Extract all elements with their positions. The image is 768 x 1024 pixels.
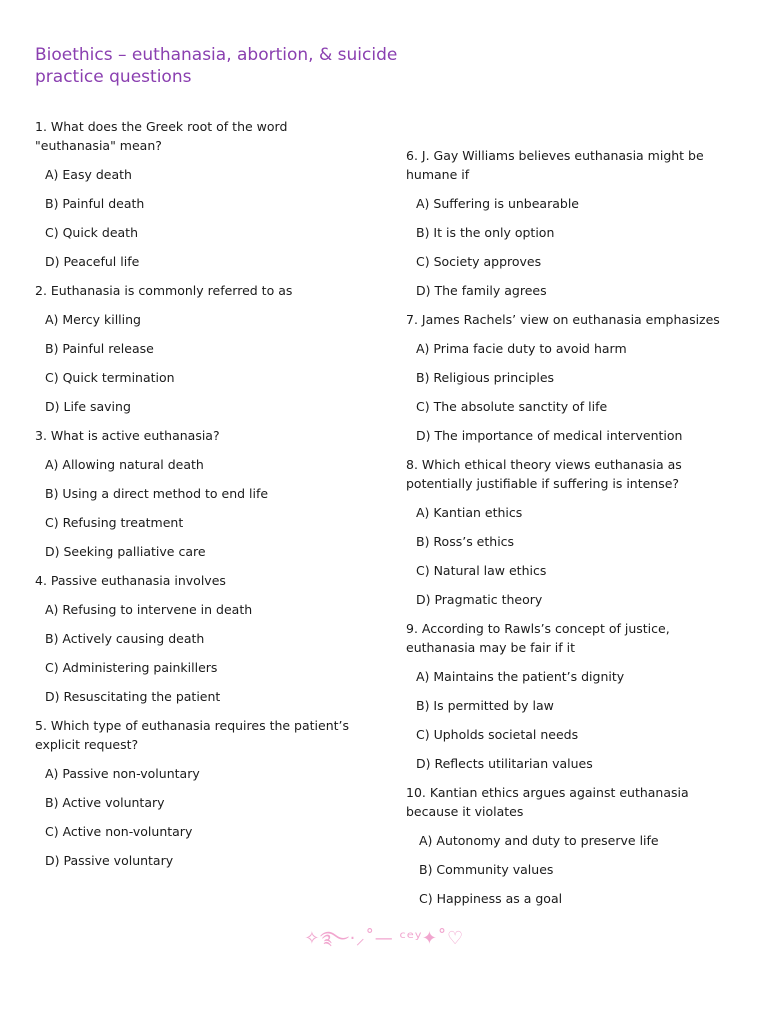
answer-option: C) Refusing treatment: [45, 515, 184, 530]
answer-option: C) Quick termination: [45, 370, 175, 385]
footer-decoration: ✧࿐·⸝˚— ᶜᵉʸ✦˚♡: [304, 928, 464, 949]
answer-option: A) Kantian ethics: [416, 505, 523, 520]
question-text: 7. James Rachels’ view on euthanasia emphasizes: [406, 312, 720, 327]
answer-option: C) The absolute sanctity of life: [416, 399, 608, 414]
question-text: 10. Kantian ethics argues against euthanasia because it violates: [406, 785, 689, 819]
question-text: 3. What is active euthanasia?: [35, 428, 220, 443]
answer-option: C) Quick death: [45, 225, 139, 240]
answer-option: D) Peaceful life: [45, 254, 140, 269]
answer-option: B) Using a direct method to end life: [45, 486, 269, 501]
answer-option: D) Seeking palliative care: [45, 544, 206, 559]
answer-option: B) Religious principles: [416, 370, 555, 385]
answer-option: A) Allowing natural death: [45, 457, 204, 472]
answer-option: D) The family agrees: [416, 283, 547, 298]
answer-option: C) Natural law ethics: [416, 563, 547, 578]
answer-option: B) Painful release: [45, 341, 154, 356]
answer-option: B) It is the only option: [416, 225, 555, 240]
question-text: 2. Euthanasia is commonly referred to as: [35, 283, 293, 298]
answer-option: A) Suffering is unbearable: [416, 196, 579, 211]
question-text: 9. According to Rawls’s concept of justice, euthanasia may be fair if it: [406, 621, 670, 655]
answer-option: D) Resuscitating the patient: [45, 689, 221, 704]
question-text: 5. Which type of euthanasia requires the patient’s explicit request?: [35, 718, 350, 752]
answer-option: B) Actively causing death: [45, 631, 205, 646]
answer-option: B) Painful death: [45, 196, 145, 211]
answer-option: B) Community values: [419, 862, 554, 877]
answer-option: A) Maintains the patient’s dignity: [416, 669, 625, 684]
answer-option: C) Society approves: [416, 254, 542, 269]
answer-option: D) Passive voluntary: [45, 853, 174, 868]
right-column: [406, 146, 736, 918]
answer-option: A) Passive non-voluntary: [45, 766, 200, 781]
question-text: 6. J. Gay Williams believes euthanasia might be humane if: [406, 148, 704, 182]
answer-option: C) Active non-voluntary: [45, 824, 193, 839]
answer-option: D) Pragmatic theory: [416, 592, 543, 607]
answer-option: C) Upholds societal needs: [416, 727, 579, 742]
answer-option: D) Reflects utilitarian values: [416, 756, 593, 771]
question-text: 1. What does the Greek root of the word "euthanasia" mean?: [35, 119, 288, 153]
answer-option: D) Life saving: [45, 399, 131, 414]
answer-option: B) Active voluntary: [45, 795, 165, 810]
page-title: Bioethics – euthanasia, abortion, & suicide practice questions: [35, 45, 398, 87]
question-text: 4. Passive euthanasia involves: [35, 573, 226, 588]
answer-option: A) Refusing to intervene in death: [45, 602, 253, 617]
answer-option: C) Happiness as a goal: [419, 891, 563, 906]
answer-option: B) Is permitted by law: [416, 698, 554, 713]
answer-option: B) Ross’s ethics: [416, 534, 515, 549]
answer-option: A) Mercy killing: [45, 312, 141, 327]
answer-option: D) The importance of medical intervention: [416, 428, 683, 443]
answer-option: A) Prima facie duty to avoid harm: [416, 341, 627, 356]
left-column: [35, 117, 365, 880]
answer-option: A) Autonomy and duty to preserve life: [419, 833, 659, 848]
answer-option: C) Administering painkillers: [45, 660, 218, 675]
question-text: 8. Which ethical theory views euthanasia as potentially justifiable if suffering is intense?: [406, 457, 682, 491]
answer-option: A) Easy death: [45, 167, 132, 182]
